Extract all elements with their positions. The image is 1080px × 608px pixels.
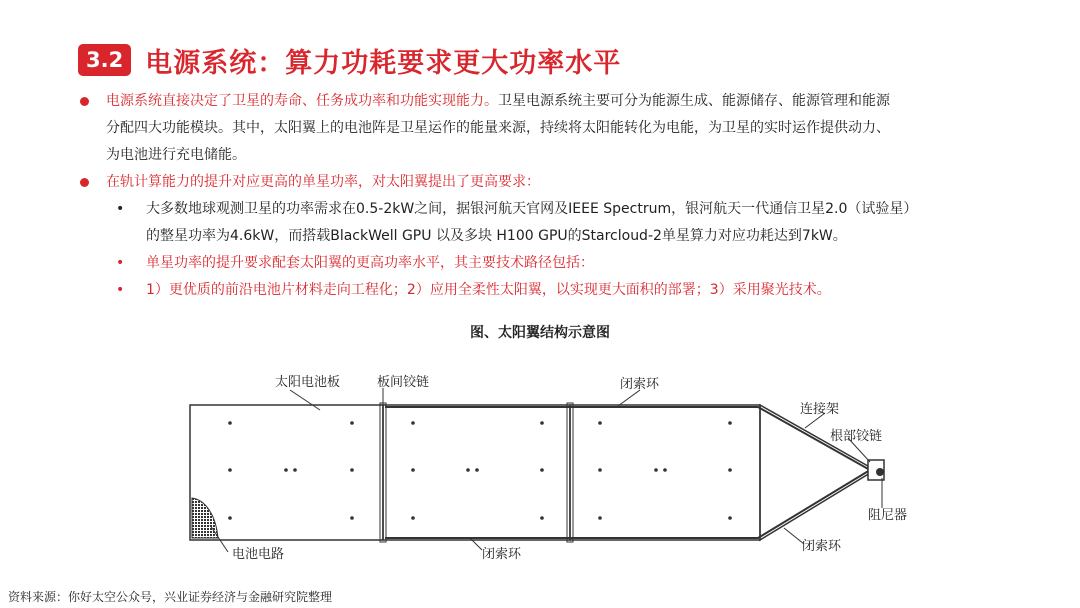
bullet-dot-icon	[80, 178, 89, 187]
figure-title: 图、太阳翼结构示意图	[470, 325, 610, 341]
bullet-dot-icon	[80, 97, 89, 106]
sub-bullet-marker: •	[116, 282, 125, 298]
bullet-text-line: 为电池进行充电储能。	[106, 147, 246, 163]
label-panel-hinge: 板间铰链	[377, 375, 430, 390]
sub-bullet-text: 1）更优质的前沿电池片材料走向工程化；2）应用全柔性太阳翼，以实现更大面积的部署；3）采用聚光技术。	[146, 282, 831, 298]
sub-bullet-requirement	[80, 250, 1020, 277]
slide-header	[78, 40, 621, 80]
sub-bullet-marker: •	[116, 255, 125, 271]
solar-panel-3	[570, 405, 760, 540]
sub-bullet-tech-paths	[80, 277, 1020, 304]
bullet-highlight: 在轨计算能力的提升对应更高的单星功率，对太阳翼提出了更高要求：	[106, 174, 540, 190]
damper	[876, 468, 884, 476]
section-number-badge: 3.2	[78, 44, 131, 76]
bullet-highlight: 电源系统直接决定了卫星的寿命、任务成功率和功能实现能力。	[106, 93, 498, 109]
source-note: 资料来源：你好太空公众号，兴业证券经济与金融研究院整理	[8, 590, 333, 604]
bullet-text-line: 分配四大功能模块。其中，太阳翼上的电池阵是卫星运作的能量来源，持续将太阳能转化为电能，为卫星的实时运作提供动力、	[106, 120, 890, 136]
solar-wing-diagram	[180, 360, 910, 585]
label-connector-frame: 连接架	[800, 402, 840, 417]
bullet-text: 卫星电源系统主要可分为能源生成、能源储存、能源管理和能源	[498, 93, 890, 109]
sub-bullet-power-demand	[80, 196, 1020, 250]
solar-panel-1	[190, 405, 383, 540]
sub-bullet-text: 的整星功率为4.6kW，而搭载BlackWell GPU 以及多块 H100 GPU的Starcloud-2单星算力对应功耗达到7kW。	[146, 228, 847, 244]
sub-bullet-text: 大多数地球观测卫星的功率需求在0.5-2kW之间，据银河航天官网及IEEE Spectrum，银河航天一代通信卫星2.0（试验星）	[146, 201, 918, 217]
label-solar-panel: 太阳电池板	[275, 375, 341, 390]
label-battery-circuit: 电池电路	[232, 547, 285, 562]
label-closed-loop-top: 闭索环	[620, 377, 660, 392]
bullet-computing-power	[80, 169, 1020, 196]
bullet-list	[80, 88, 1020, 304]
label-closed-loop-bottom: 闭索环	[482, 547, 522, 562]
panel-dots	[228, 421, 732, 520]
label-closed-loop-right: 闭索环	[802, 539, 842, 554]
label-root-hinge: 根部铰链	[830, 429, 883, 444]
sub-bullet-text: 单星功率的提升要求配套太阳翼的更高功率水平，其主要技术路径包括：	[146, 255, 594, 271]
slide-title: 电源系统：算力功耗要求更大功率水平	[145, 47, 622, 79]
label-damper: 阻尼器	[868, 508, 908, 523]
bullet-power-system	[80, 88, 1020, 169]
sub-bullet-marker: •	[116, 201, 125, 217]
connector-frame	[760, 405, 875, 540]
